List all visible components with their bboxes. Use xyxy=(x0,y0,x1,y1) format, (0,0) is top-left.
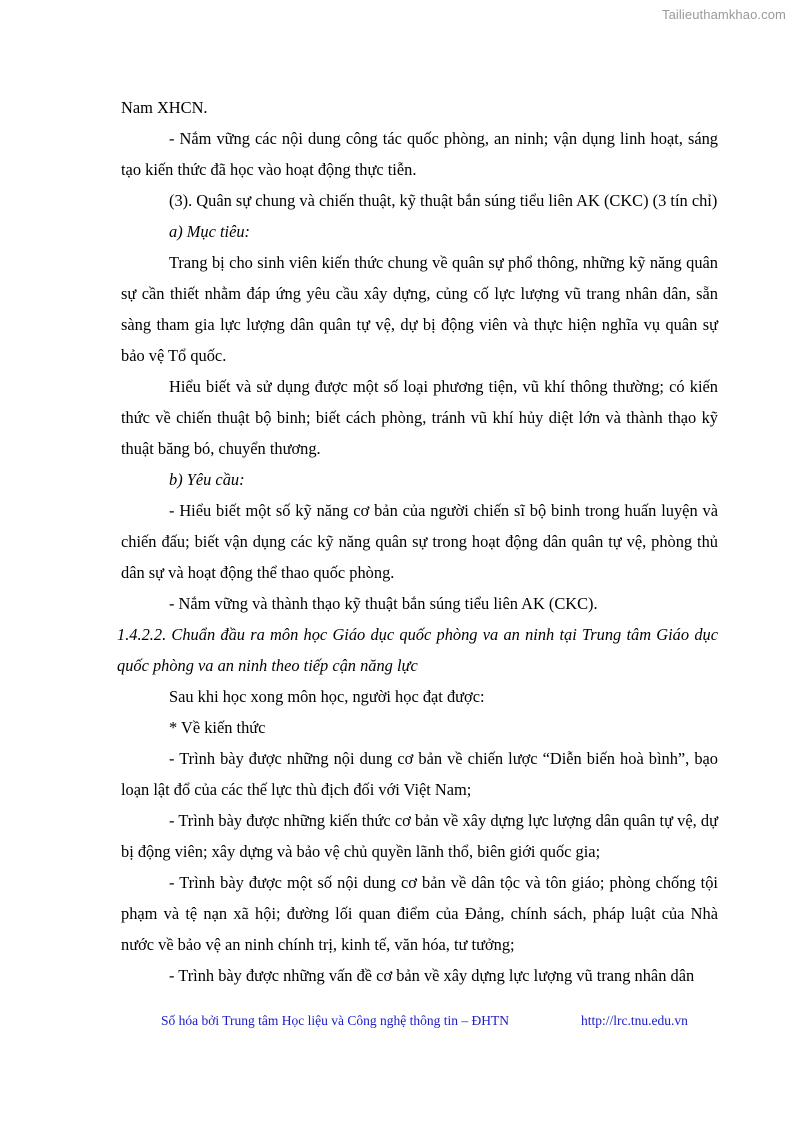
subheading-requirements: b) Yêu cầu: xyxy=(169,470,245,489)
paragraph: Trang bị cho sinh viên kiến thức chung về quân sự phổ thông, những kỹ năng quân sự cần thiết nhằm đáp ứng yêu cầu xây dựng, củng cố lực lượng vũ trang nhân dân, sẵn sàng tham gia lực lượng dân quân tự vệ, dự bị động viên và thực hiện nghĩa vụ quân sự bảo vệ Tổ quốc. xyxy=(121,253,718,365)
paragraph: Sau khi học xong môn học, người học đạt được: xyxy=(169,687,485,706)
paragraph: Hiểu biết và sử dụng được một số loại phương tiện, vũ khí thông thường; có kiến thức về chiến thuật bộ binh; biết cách phòng, tránh vũ khí hủy diệt lớn và thành thạo kỹ thuật băng bó, chuyển thương. xyxy=(121,377,718,458)
paragraph: - Trình bày được những nội dung cơ bản về chiến lược “Diễn biến hoà bình”, bạo loạn lật đổ của các thế lực thù địch đối với Việt Nam; xyxy=(121,749,718,799)
subheading-objectives: a) Mục tiêu: xyxy=(169,222,251,241)
footer-credit: Số hóa bởi Trung tâm Học liệu và Công nghệ thông tin – ĐHTN xyxy=(161,1013,510,1028)
paragraph: - Trình bày được những vấn đề cơ bản về xây dựng lực lượng vũ trang nhân dân xyxy=(169,966,695,985)
paragraph: Nam XHCN. xyxy=(121,98,208,117)
paragraph: - Trình bày được những kiến thức cơ bản về xây dựng lực lượng dân quân tự vệ, dự bị động viên; xây dựng và bảo vệ chủ quyền lãnh thổ, biên giới quốc gia; xyxy=(121,811,718,861)
paragraph: - Hiểu biết một số kỹ năng cơ bản của người chiến sĩ bộ binh trong huấn luyện và chiến đấu; biết vận dụng các kỹ năng quân sự trong hoạt động dân quân tự vệ, phòng thủ dân sự và hoạt động thể thao quốc phòng. xyxy=(121,501,718,582)
watermark-text: Tailieuthamkhao.com xyxy=(661,7,786,22)
paragraph: (3). Quân sự chung và chiến thuật, kỹ thuật bắn súng tiểu liên AK (CKC) (3 tín chỉ) xyxy=(169,191,718,210)
paragraph: - Nắm vững các nội dung công tác quốc phòng, an ninh; vận dụng linh hoạt, sáng tạo kiến thức đã học vào hoạt động thực tiễn. xyxy=(121,129,718,179)
paragraph: * Về kiến thức xyxy=(169,718,266,737)
paragraph: - Nắm vững và thành thạo kỹ thuật bắn súng tiểu liên AK (CKC). xyxy=(169,594,598,613)
section-heading: 1.4.2.2. Chuẩn đầu ra môn học Giáo dục quốc phòng va an ninh tại Trung tâm Giáo dục quốc phòng va an ninh theo tiếp cận năng lực xyxy=(117,625,718,675)
footer-link[interactable]: http://lrc.tnu.edu.vn xyxy=(581,1013,688,1028)
paragraph: - Trình bày được một số nội dung cơ bản về dân tộc và tôn giáo; phòng chống tội phạm và tệ nạn xã hội; đường lối quan điểm của Đảng, chính sách, pháp luật của Nhà nước về bảo vệ an ninh chính trị, kinh tế, văn hóa, tư tưởng; xyxy=(121,873,718,954)
document-body xyxy=(117,92,718,991)
